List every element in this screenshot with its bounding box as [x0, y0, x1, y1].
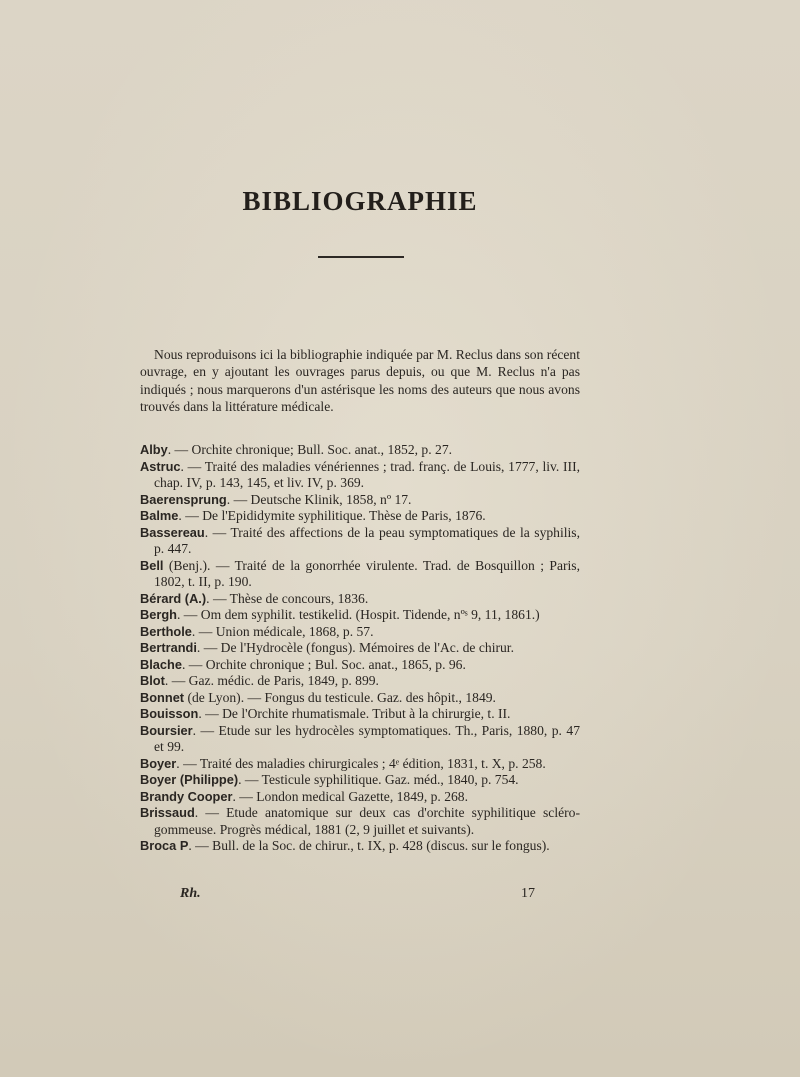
bibliography-entry: [140, 607, 580, 624]
entry-author: Balme: [140, 508, 179, 523]
entry-author: Blache: [140, 656, 182, 672]
bibliography-entry: [140, 838, 580, 855]
bibliography-entry: [140, 789, 580, 806]
entry-text: . — Etude sur les hydrocèles symptomatiques. Th., Paris, 1880, p. 47 et 99.: [154, 722, 580, 754]
entry-author: Brandy Cooper: [140, 788, 233, 804]
bibliography-entry: [140, 558, 580, 591]
bibliography-entry: [140, 640, 580, 657]
entry-author: Boyer (Philippe): [140, 772, 239, 787]
bibliography-entry: [140, 706, 580, 723]
entry-text: (de Lyon). — Fongus du testicule. Gaz. des hôpit., 1849.: [184, 689, 496, 705]
bibliography-entry: [140, 459, 580, 492]
entry-text: . — Testicule syphilitique. Gaz. méd., 1840, p. 754.: [238, 772, 519, 787]
bibliography-entry: [140, 805, 580, 838]
entry-author: Bonnet: [140, 689, 185, 705]
entry-text: . — Deutsche Klinik, 1858, nº 17.: [226, 491, 412, 507]
bibliography-entry: [140, 591, 580, 608]
entry-text: . — Om dem syphilit. testikelid. (Hospit. Tidende, nºˢ 9, 11, 1861.): [176, 607, 540, 622]
entry-text: . — Traité des maladies vénériennes ; trad. franç. de Louis, 1777, liv. III, chap. IV, p. 143, 145, et liv. IV, p. 369.: [154, 458, 580, 490]
bibliography-entry: [140, 442, 580, 459]
bibliography-entry: [140, 673, 580, 690]
entry-author: Berthole: [140, 623, 192, 639]
entry-author: Blot: [140, 673, 165, 688]
entry-text: . — Union médicale, 1868, p. 57.: [191, 623, 374, 639]
entry-text: . — De l'Hydrocèle (fongus). Mémoires de l'Ac. de chirur.: [196, 640, 514, 655]
entry-text: . — London medical Gazette, 1849, p. 268.: [232, 788, 469, 804]
bibliography-entry: [140, 624, 580, 641]
page-number: 17: [521, 886, 535, 901]
entry-author: Bassereau: [140, 524, 205, 540]
entry-author: Astruc: [140, 458, 181, 474]
entry-author: Boyer: [140, 755, 177, 771]
entry-text: . — Traité des maladies chirurgicales ; 4ᵉ édition, 1831, t. X, p. 258.: [176, 755, 546, 771]
entry-text: . — Etude anatomique sur deux cas d'orchite syphilitique scléro-gommeuse. Progrès médical, 1881 (2, 9 juillet et suivants).: [154, 805, 580, 837]
bibliography-list: [140, 442, 580, 855]
entry-text: . — Thèse de concours, 1836.: [206, 590, 369, 606]
entry-text: . — Orchite chronique ; Bul. Soc. anat., 1865, p. 96.: [181, 656, 466, 672]
entry-author: Alby: [140, 442, 168, 457]
title-rule: [318, 256, 404, 258]
entry-author: Bouisson: [140, 706, 199, 721]
page-title: BIBLIOGRAPHIE: [242, 186, 478, 216]
bibliography-entry: [140, 756, 580, 773]
entry-author: Bertrandi: [140, 640, 197, 655]
bibliography-entry: [140, 723, 580, 756]
entry-author: Boursier: [140, 722, 193, 738]
entry-text: (Benj.). — Traité de la gonorrhée virulente. Trad. de Bosquillon ; Paris, 1802, t. II, p. 190.: [154, 557, 580, 589]
bibliography-entry: [140, 657, 580, 674]
entry-author: Bérard (A.): [140, 590, 207, 606]
entry-text: . — Gaz. médic. de Paris, 1849, p. 899.: [164, 673, 379, 688]
entry-author: Broca P: [140, 838, 189, 853]
entry-author: Baerensprung: [140, 491, 227, 507]
entry-author: Brissaud: [140, 805, 195, 820]
entry-text: . — De l'Orchite rhumatismale. Tribut à la chirurgie, t. II.: [198, 706, 511, 721]
bibliography-entry: [140, 772, 580, 789]
entry-text: . — De l'Epididymite syphilitique. Thèse de Paris, 1876.: [178, 508, 486, 523]
entry-text: . — Orchite chronique; Bull. Soc. anat., 1852, p. 27.: [167, 442, 453, 457]
entry-text: . — Traité des affections de la peau symptomatiques de la syphilis, p. 447.: [154, 524, 580, 556]
bibliography-entry: [140, 492, 580, 509]
entry-author: Bergh: [140, 607, 177, 622]
bibliography-entry: [140, 690, 580, 707]
signature-mark: Rh.: [180, 886, 201, 901]
intro-paragraph: Nous reproduisons ici la bibliographie indiquée par M. Reclus dans son récent ouvrage, en y ajoutant les ouvrages parus depuis, ou que M. Reclus n'a pas indiqués ; nous marquerons d'un astérisque les noms des auteurs que nous avons trouvés dans la littérature médicale.: [140, 347, 580, 415]
bibliography-entry: [140, 525, 580, 558]
bibliography-entry: [140, 508, 580, 525]
entry-text: . — Bull. de la Soc. de chirur., t. IX, p. 428 (discus. sur le fongus).: [188, 838, 550, 853]
entry-author: Bell: [140, 557, 164, 573]
